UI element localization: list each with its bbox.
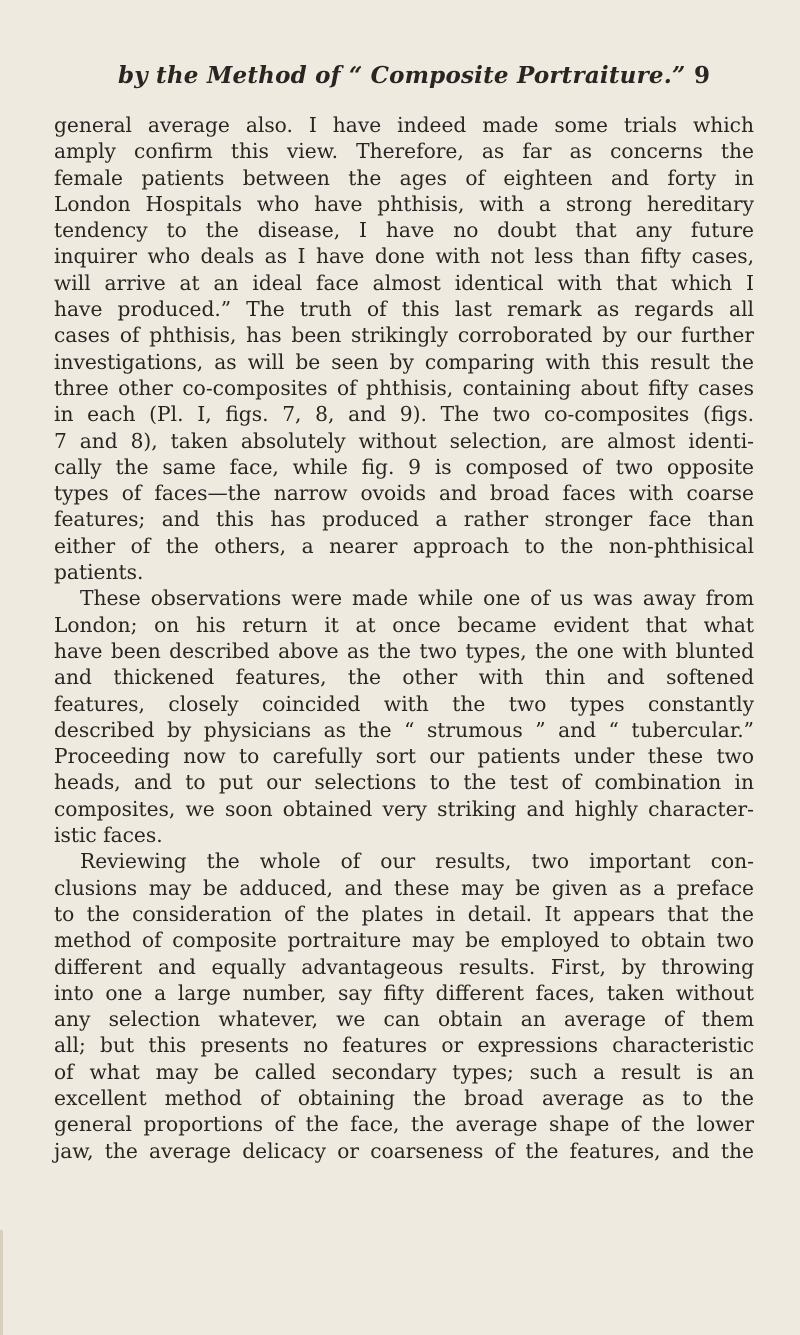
text-line: general proportions of the face, the average shape of the lower — [54, 1112, 754, 1137]
text-line: These observations were made while one of us was away from — [80, 586, 754, 611]
text-line: 7 and 8), taken absolutely without selection, are almost identi- — [54, 428, 754, 453]
text-line: istic faces. — [54, 823, 163, 848]
page-number: 9 — [693, 62, 710, 89]
text-line: features, closely coincided with the two types constantly — [54, 691, 754, 716]
text-line: and thickened features, the other with thin and softened — [54, 665, 754, 690]
text-line: heads, and to put our selections to the test of combination in — [54, 770, 754, 795]
text-line: amply confirm this view. Therefore, as far as concerns the — [54, 139, 754, 164]
text-line: to the consideration of the plates in detail. It appears that the — [54, 901, 754, 926]
text-line: inquirer who deals as I have done with not less than fifty cases, — [54, 244, 754, 269]
text-line: female patients between the ages of eighteen and forty in — [54, 165, 754, 190]
body-text — [54, 112, 754, 1164]
text-line: excellent method of obtaining the broad average as to the — [54, 1085, 754, 1110]
text-line: different and equally advantageous results. First, by throwing — [54, 954, 754, 979]
text-line: of what may be called secondary types; such a result is an — [54, 1059, 754, 1084]
text-line: any selection whatever, we can obtain an average of them — [54, 1007, 754, 1032]
text-line: three other co-composites of phthisis, containing about fifty cases — [54, 375, 754, 400]
running-head: by the Method of “ Composite Portraiture.” — [118, 62, 686, 89]
page-header — [118, 62, 718, 98]
text-line: have been described above as the two types, the one with blunted — [54, 638, 754, 663]
text-line: method of composite portraiture may be employed to obtain two — [54, 928, 754, 953]
text-line: London Hospitals who have phthisis, with a strong hereditary — [54, 191, 754, 216]
text-line: London; on his return it at once became evident that what — [54, 612, 754, 637]
text-line: jaw, the average delicacy or coarseness of the features, and the — [54, 1138, 754, 1163]
text-line: either of the others, a nearer approach to the non-phthisical — [54, 533, 754, 558]
text-line: Proceeding now to carefully sort our patients under these two — [54, 744, 754, 769]
text-line: described by physicians as the “ strumous ” and “ tubercular.” — [54, 717, 754, 742]
text-line: in each (Pl. I, figs. 7, 8, and 9). The two co-composites (figs. — [54, 402, 754, 427]
text-line: features; and this has produced a rather stronger face than — [54, 507, 754, 532]
text-line: investigations, as will be seen by comparing with this result the — [54, 349, 754, 374]
text-line: into one a large number, say fifty different faces, taken without — [54, 980, 754, 1005]
text-line: all; but this presents no features or expressions characteristic — [54, 1033, 754, 1058]
text-line: patients. — [54, 560, 144, 585]
text-line: composites, we soon obtained very striking and highly character- — [54, 796, 754, 821]
text-line: will arrive at an ideal face almost identical with that which I — [54, 270, 754, 295]
text-line: cally the same face, while fig. 9 is composed of two opposite — [54, 454, 754, 479]
text-line: types of faces—the narrow ovoids and broad faces with coarse — [54, 481, 754, 506]
text-line: cases of phthisis, has been strikingly corroborated by our further — [54, 323, 754, 348]
text-line: general average also. I have indeed made some trials which — [54, 113, 754, 137]
page-edge-shadow — [0, 1230, 3, 1335]
text-line: Reviewing the whole of our results, two important con- — [80, 849, 754, 874]
text-line: clusions may be adduced, and these may be given as a preface — [54, 875, 754, 900]
text-line: tendency to the disease, I have no doubt that any future — [54, 218, 754, 243]
text-line: have produced.” The truth of this last remark as regards all — [54, 297, 754, 322]
